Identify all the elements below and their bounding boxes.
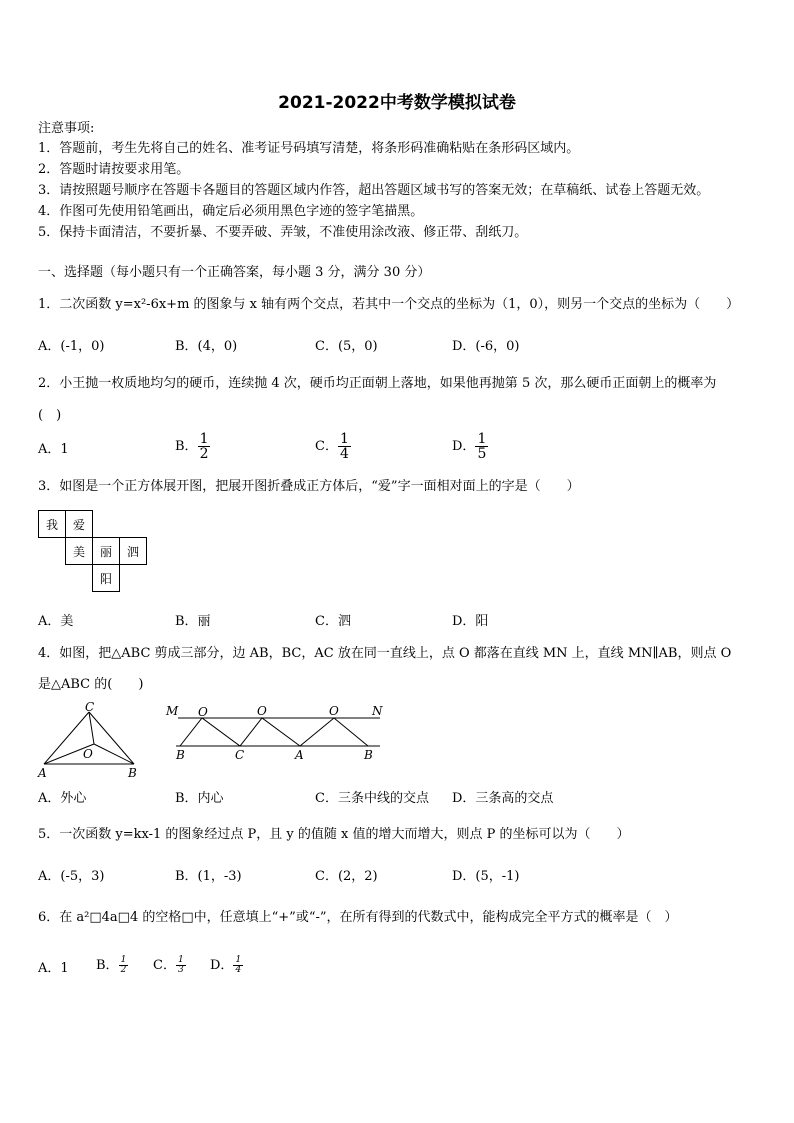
- q2-stem-cont: ( ): [38, 408, 62, 423]
- q5-stem: 5．一次函数 y=kx-1 的图象经过点 P，且 y 的值随 x 值的增大而增大，则点 P 的坐标可以为（ ）: [38, 827, 630, 842]
- q4-option-d[interactable]: D．三条高的交点: [452, 791, 554, 806]
- notice-heading: 注意事项:: [38, 121, 95, 136]
- label-b: B: [364, 748, 373, 762]
- q2-option-b[interactable]: [175, 432, 210, 461]
- label-o: O: [329, 704, 339, 718]
- q2-option-d[interactable]: [452, 432, 488, 461]
- label-o: O: [257, 704, 267, 718]
- label-a: A: [38, 766, 47, 780]
- fraction: $\frac{1}{4}$: [235, 955, 242, 975]
- notice-item: 5．保持卡面清洁，不要折暴、不要弄破、弄皱，不准使用涂改液、修正带、刮纸刀。: [38, 225, 528, 240]
- q1-option-d[interactable]: D．(-6，0): [452, 339, 520, 354]
- q1-option-c[interactable]: C．(5，0): [315, 339, 378, 354]
- q5-option-a[interactable]: A．(-5，3): [38, 869, 105, 884]
- rearranged-figure: [162, 702, 392, 764]
- triangle-figure: [36, 700, 146, 782]
- option-label: D．: [452, 439, 476, 454]
- q2-stem: 2．小王抛一枚质地均匀的硬币，连续抛 4 次，硬币均正面朝上落地，如果他再抛第 5 次，那么硬币正面朝上的概率为: [38, 376, 717, 391]
- q3-option-c[interactable]: C．泗: [315, 614, 351, 629]
- q6-option-a[interactable]: A．1: [38, 961, 69, 976]
- q1-stem: 1．二次函数 y=x²-6x+m 的图象与 x 轴有两个交点，若其中一个交点的坐标为（1，0），则另一个交点的坐标为（ ）: [38, 297, 740, 312]
- option-label: B．: [175, 439, 198, 454]
- q6-option-b[interactable]: [96, 956, 128, 975]
- label-m: M: [166, 704, 179, 718]
- q2-option-c[interactable]: [315, 432, 351, 461]
- edge-cb: [89, 712, 134, 764]
- fraction: $\frac{1}{2}$: [199, 431, 209, 462]
- q4-stem: 4．如图，把△ABC 剪成三部分，边 AB，BC，AC 放在同一直线上，点 O 都落在直线 MN 上，直线 MN∥AB，则点 O: [38, 646, 732, 661]
- q4-option-c[interactable]: C．三条中线的交点: [315, 791, 429, 806]
- q5-option-c[interactable]: C．(2，2): [315, 869, 378, 884]
- q5-option-d[interactable]: D．(5，-1): [452, 869, 520, 884]
- q1-option-a[interactable]: A．(-1，0): [38, 339, 105, 354]
- zigzag-segments: [180, 718, 368, 746]
- q4-option-b[interactable]: B．内心: [175, 791, 224, 806]
- segment-bo: [94, 744, 134, 764]
- page-title: 2021-2022中考数学模拟试卷: [278, 93, 516, 113]
- cube-net-figure: [38, 510, 147, 592]
- notice-item: 2．答题时请按要求用笔。: [38, 162, 190, 177]
- fraction: $\frac{1}{4}$: [339, 431, 349, 462]
- net-cell: 丽: [93, 538, 120, 565]
- label-n: N: [372, 704, 383, 718]
- q6-option-c[interactable]: [153, 956, 186, 975]
- q4-stem-cont: 是△ABC 的( ): [38, 677, 144, 692]
- notice-item: 4．作图可先使用铅笔画出，确定后必须用黑色字迹的签字笔描黑。: [38, 204, 424, 219]
- notice-item: 1．答题前，考生先将自己的姓名、准考证号码填写清楚，将条形码准确粘贴在条形码区域内。: [38, 141, 580, 156]
- option-label: B．: [96, 958, 119, 973]
- section-heading: 一、选择题（每小题只有一个正确答案，每小题 3 分，满分 30 分）: [38, 265, 431, 280]
- label-a: A: [295, 748, 304, 762]
- q4-option-a[interactable]: A．外心: [38, 791, 87, 806]
- q5-option-b[interactable]: B．(1，-3): [175, 869, 242, 884]
- q3-option-b[interactable]: B．丽: [175, 614, 211, 629]
- q6-option-d[interactable]: [210, 956, 243, 975]
- net-cell: 我: [39, 511, 66, 538]
- notice-item: 3．请按照题号顺序在答题卡各题目的答题区域内作答，超出答题区域书写的答案无效；在草稿纸、试卷上答题无效。: [38, 183, 710, 198]
- q3-option-a[interactable]: A．美: [38, 614, 74, 629]
- q3-stem: 3．如图是一个正方体展开图，把展开图折叠成正方体后，“爱”字一面相对面上的字是（ ）: [38, 479, 580, 494]
- q2-option-a[interactable]: A．1: [38, 442, 69, 457]
- q1-option-b[interactable]: B．(4，0): [175, 339, 238, 354]
- net-cell: 美: [66, 538, 93, 565]
- label-b: B: [176, 748, 185, 762]
- net-cell: 阳: [93, 565, 120, 592]
- q6-stem: 6．在 a²□4a□4 的空格□中，任意填上“+”或“-”，在所有得到的代数式中，能构成完全平方式的概率是（ ）: [38, 910, 678, 925]
- option-label: C．: [153, 958, 176, 973]
- label-b: B: [128, 766, 137, 780]
- fraction: $\frac{1}{5}$: [477, 431, 487, 462]
- label-o: O: [83, 747, 93, 761]
- label-c: C: [85, 700, 95, 714]
- label-c: C: [235, 748, 245, 762]
- net-cell: 泗: [120, 538, 147, 565]
- option-label: C．: [315, 439, 338, 454]
- fraction: $\frac{1}{2}$: [120, 955, 127, 975]
- q3-option-d[interactable]: D．阳: [452, 614, 489, 629]
- option-label: D．: [210, 958, 234, 973]
- label-o: O: [198, 705, 208, 719]
- net-cell: 爱: [66, 511, 93, 538]
- fraction: $\frac{1}{3}$: [177, 955, 184, 975]
